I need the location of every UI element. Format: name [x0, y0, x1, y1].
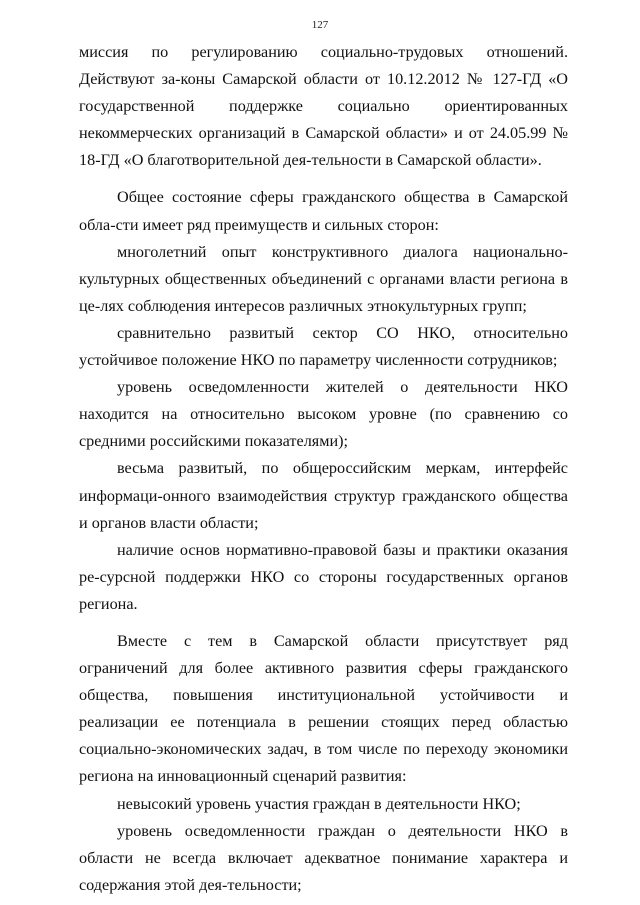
body-text [79, 39, 568, 899]
paragraph-1: миссия по регулированию социально-трудовых отношений. Действуют за-коны Самарской области от 10.12.2012 № 127-ГД «О государственной поддержке социально ориентированных некоммерческих организаций в Самарской области» и от 24.05.99 № 18-ГД «О благотворительной дея-тельности в Самарской области». [79, 43, 568, 170]
paragraph-8: Вместе с тем в Самарской области присутствует ряд ограничений для более активного развития сферы гражданского общества, повышения институциональной устойчивости и реализации ее потенциала в решении стоящих перед областью социально-экономических задач, в том числе по переходу экономики региона на инновационный сценарий развития: [79, 631, 568, 786]
paragraph-7: наличие основ нормативно-правовой базы и практики оказания ре-сурсной поддержки НКО со стороны государственных органов региона. [79, 540, 568, 613]
paragraph-6: весьма развитый, по общероссийским меркам, интерфейс информаци-онного взаимодействия структур гражданского общества и органов власти области; [79, 459, 568, 532]
paragraph-9: невысокий уровень участия граждан в деятельности НКО; [117, 794, 521, 813]
paragraph-4: сравнительно развитый сектор СО НКО, относительно устойчивое положение НКО по параметру численности сотрудников; [79, 323, 568, 370]
paragraph-10: уровень осведомленности граждан о деятельности НКО в области не всегда включает адекватное понимание характера и содержания этой дея-тельности; [79, 821, 568, 894]
page-number: 127 [311, 19, 329, 31]
paragraph-2: Общее состояние сферы гражданского общества в Самарской обла-сти имеет ряд преимуществ и сильных сторон: [79, 188, 568, 234]
paragraph-3: многолетний опыт конструктивного диалога национально-культурных общественных объединений с органами власти региона в це-лях соблюдения интересов различных этнокультурных групп; [79, 242, 568, 315]
paragraph-5: уровень осведомленности жителей о деятельности НКО находится на относительно высоком уровне (по сравнению со средними российскими показателями); [79, 378, 568, 451]
